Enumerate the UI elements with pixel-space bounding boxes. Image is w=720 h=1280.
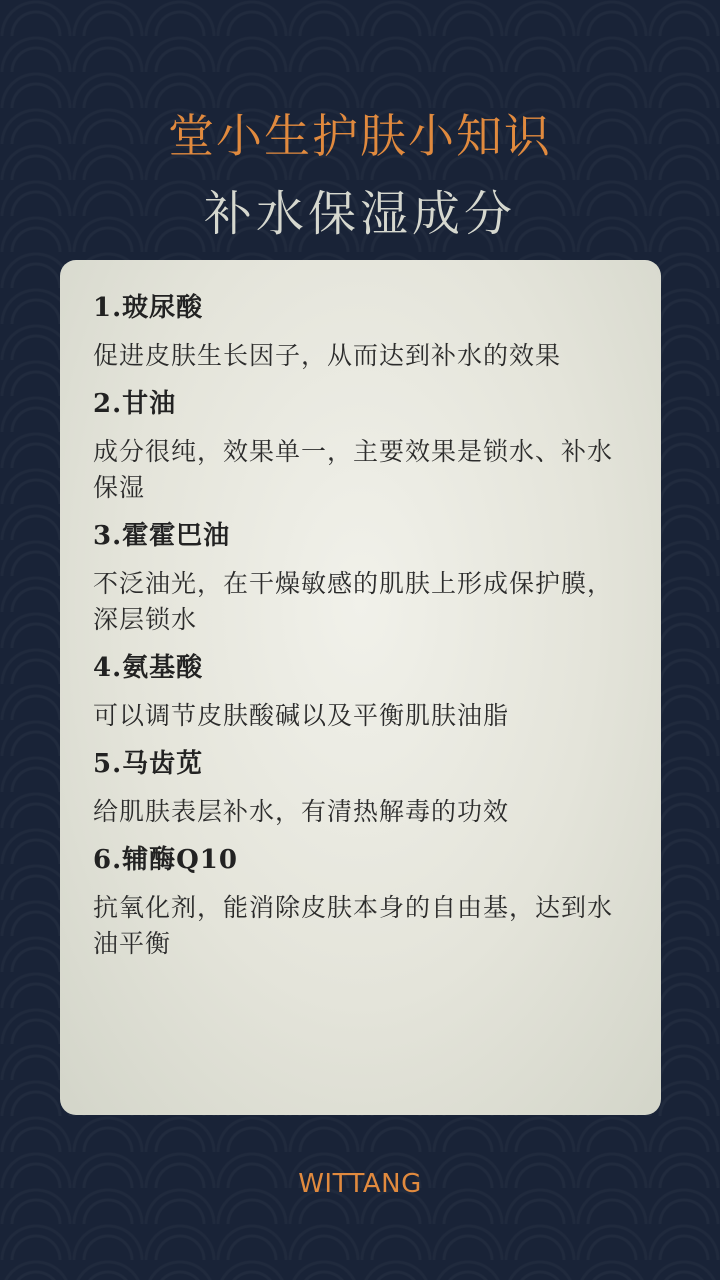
item-heading: 3.霍霍巴油 xyxy=(93,521,231,551)
page-subtitle: 补水保湿成分 xyxy=(203,186,516,242)
list-item xyxy=(93,746,631,830)
item-heading: 5.马齿苋 xyxy=(93,749,204,779)
content-card xyxy=(60,260,661,1115)
item-heading: 1.玻尿酸 xyxy=(93,293,204,323)
item-heading: 4.氨基酸 xyxy=(93,653,204,683)
item-description: 不泛油光，在干燥敏感的肌肤上形成保护膜，深层锁水 xyxy=(93,569,614,634)
item-description: 给肌肤表层补水，有清热解毒的功效 xyxy=(93,797,510,826)
list-item xyxy=(93,386,631,506)
item-heading: 2.甘油 xyxy=(93,389,177,419)
brand-logo-text: WITTANG xyxy=(298,1169,422,1199)
list-item xyxy=(93,650,631,734)
item-description: 可以调节皮肤酸碱以及平衡肌肤油脂 xyxy=(93,701,510,730)
list-item xyxy=(93,290,631,374)
list-item xyxy=(93,518,631,638)
page-title: 堂小生护肤小知识 xyxy=(168,109,552,163)
item-heading: 6.辅酶Q10 xyxy=(93,845,238,875)
item-description: 促进皮肤生长因子，从而达到补水的效果 xyxy=(93,341,562,370)
item-description: 成分很纯，效果单一，主要效果是锁水、补水保湿 xyxy=(93,437,614,502)
list-item xyxy=(93,842,631,962)
item-description: 抗氧化剂，能消除皮肤本身的自由基，达到水油平衡 xyxy=(93,893,614,958)
